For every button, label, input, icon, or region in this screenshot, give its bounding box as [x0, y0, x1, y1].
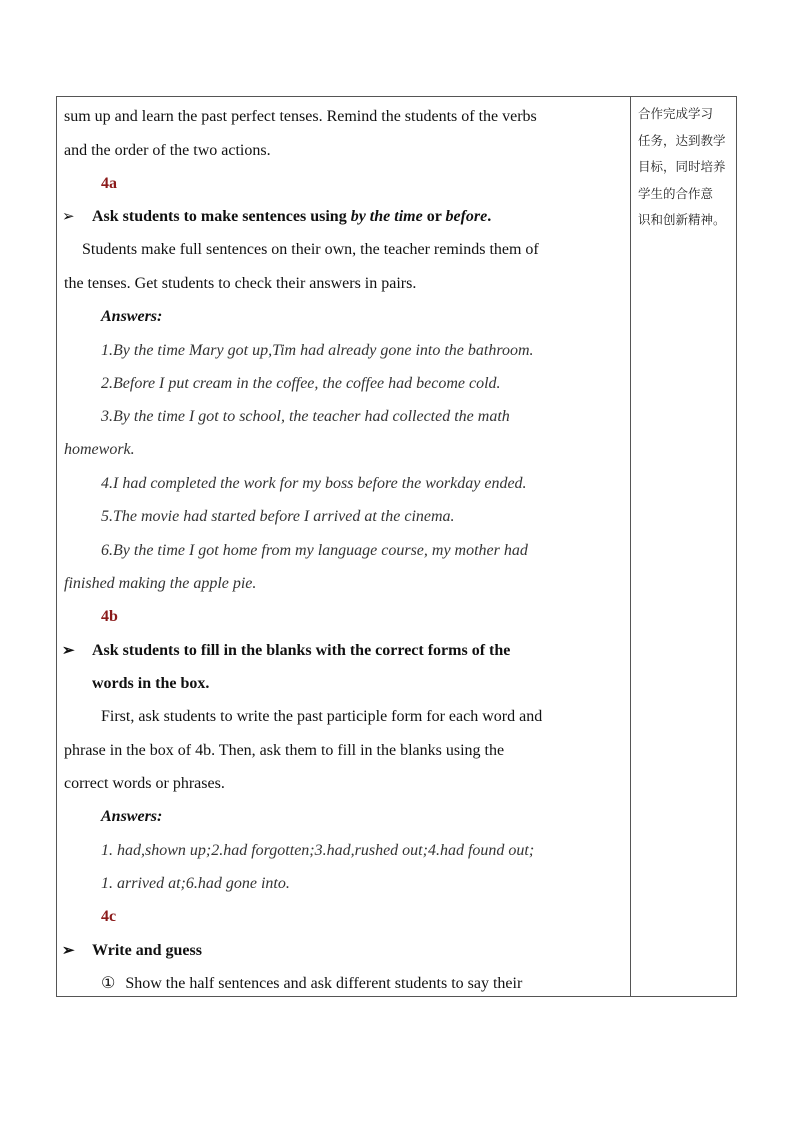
bullet-arrow-icon: ➢	[62, 643, 75, 659]
paragraph-line: Students make full sentences on their own, the teacher reminds them of	[82, 241, 539, 258]
bullet-arrow-icon: ➢	[62, 943, 75, 959]
column-divider	[630, 96, 631, 997]
side-note-line: 目标，同时培养	[638, 159, 726, 174]
section-heading-4b: 4b	[101, 608, 118, 625]
answer-line: 3.By the time I got to school, the teacher had collected the math	[101, 408, 510, 425]
answer-line: finished making the apple pie.	[64, 575, 257, 592]
paragraph-line: the tenses. Get students to check their answers in pairs.	[64, 275, 417, 292]
section-heading-4a: 4a	[101, 175, 117, 192]
intro-line: and the order of the two actions.	[64, 142, 271, 159]
side-note-line: 识和创新精神。	[638, 212, 726, 227]
bullet-arrow-icon: ➢	[62, 209, 75, 225]
circled-number: ①	[101, 975, 116, 992]
answer-line: 6.By the time I got home from my language course, my mother had	[101, 542, 528, 559]
paragraph-line: First, ask students to write the past participle form for each word and	[101, 708, 543, 725]
answer-line: 4.I had completed the work for my boss before the workday ended.	[101, 475, 527, 492]
bullet-4b-continuation: words in the box.	[92, 675, 210, 692]
answer-line: 1.By the time Mary got up,Tim had already gone into the bathroom.	[101, 342, 534, 359]
step-line: ① Show the half sentences and ask different students to say their	[101, 975, 523, 992]
bullet-4c: ➢ Write and guess	[62, 942, 202, 959]
side-note-line: 学生的合作意	[638, 185, 714, 201]
intro-line: sum up and learn the past perfect tenses. Remind the students of the verbs	[64, 108, 537, 125]
paragraph-line: correct words or phrases.	[64, 775, 225, 792]
answer-line: 5.The movie had started before I arrived at the cinema.	[101, 508, 455, 525]
bullet-4b: ➢ Ask students to fill in the blanks with the correct forms of the	[62, 642, 511, 659]
side-note-line: 任务，达到教学	[638, 132, 726, 148]
answer-line: 1. arrived at;6.had gone into.	[101, 875, 290, 892]
side-note-line: 合作完成学习	[638, 106, 714, 121]
answers-label: Answers:	[101, 308, 163, 325]
paragraph-line: phrase in the box of 4b. Then, ask them to fill in the blanks using the	[64, 742, 505, 759]
bullet-4a: ➢ Ask students to make sentences using by the time or before.	[62, 208, 492, 225]
answer-line: homework.	[64, 441, 135, 458]
answers-label: Answers:	[101, 808, 163, 825]
section-heading-4c: 4c	[101, 908, 117, 925]
answer-line: 1. had,shown up;2.had forgotten;3.had,rushed out;4.had found out;	[101, 842, 535, 859]
side-note-cell	[638, 101, 734, 234]
answer-line: 2.Before I put cream in the coffee, the coffee had become cold.	[101, 375, 501, 392]
